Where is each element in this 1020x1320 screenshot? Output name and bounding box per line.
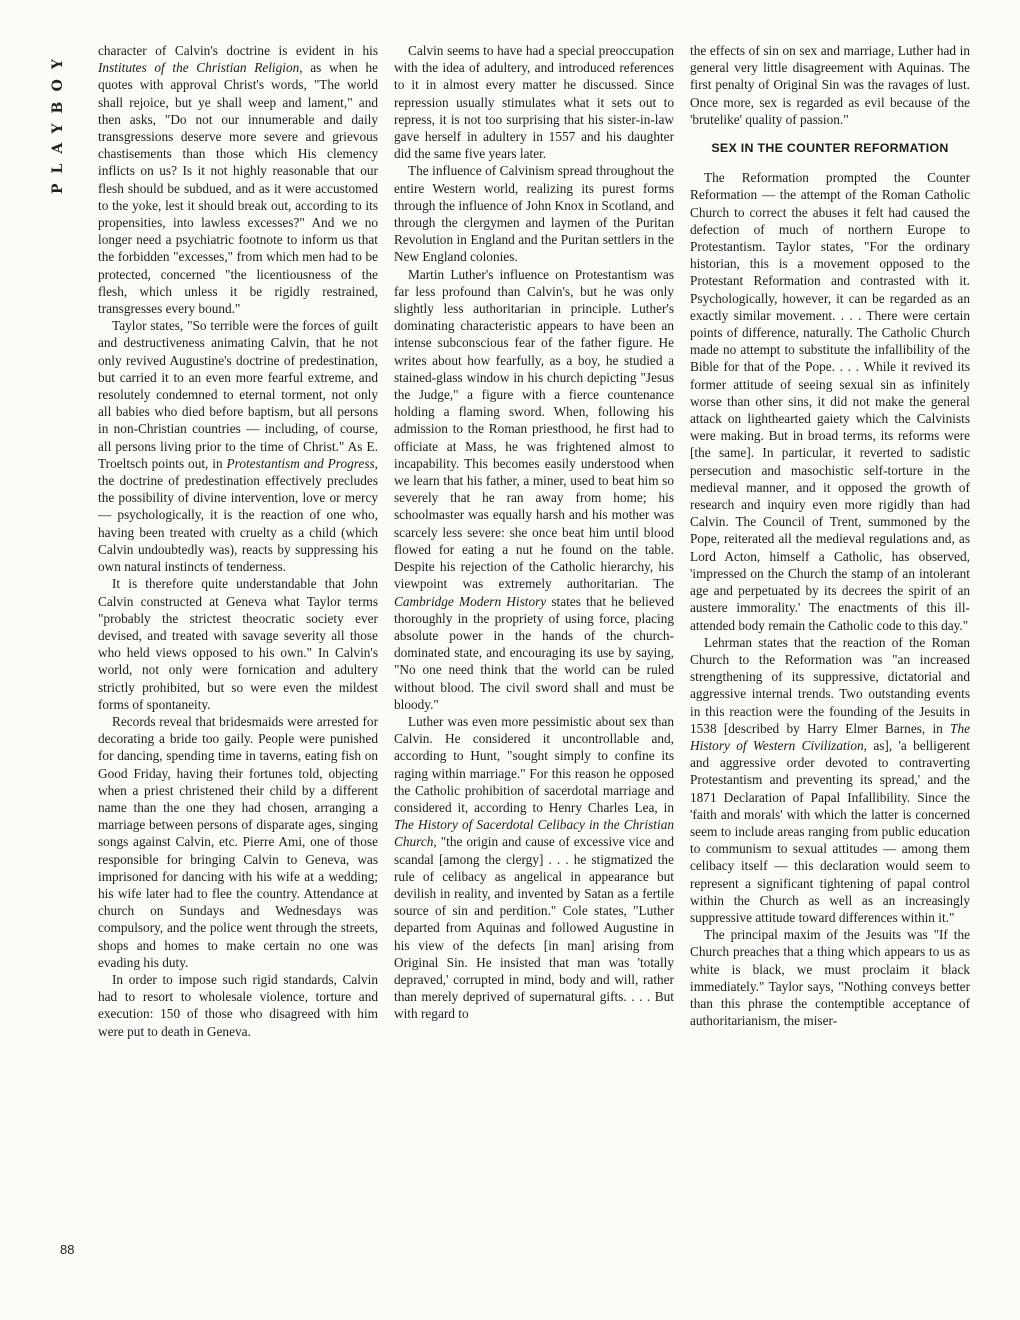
paragraph [98, 317, 378, 575]
text-run: , "the origin and cause of excessive vice and scandal [among the clergy] . . . he stigmatized the rule of celibacy as angelical in appearance but devilish in reality, and invented by Satan as a fertile source of sin and perdition." Cole states, "Luther departed from Aquinas and followed Augustine in his view of the defects [in man] arising from Original Sin. He insisted that man was 'totally depraved,' corrupted in mind, body and will, rather than merely deprived of supernatural gifts. . . . But with regard to [394, 834, 674, 1022]
text-run: The influence of Calvinism spread throughout the entire Western world, realizing its purest forms through the influence of John Knox in Scotland, and through the clergymen and laymen of the Puritan Revolution in England and the Puritan settlers in the New England colonies. [394, 163, 674, 265]
text-column-2 [394, 42, 674, 1262]
text-run: states that he believed thoroughly in the propriety of using force, placing absolute power in the hands of the church-dominated state, and encouraging its use by saying, "No one need think that the world can be ruled without blood. The civil sword shall and must be bloody." [394, 593, 674, 712]
paragraph [394, 713, 674, 1023]
text-run: Luther was even more pessimistic about sex than Calvin. He considered it uncontrollable and, according to Hunt, "sought simply to confine its raging within marriage." For this reason he opposed the Catholic prohibition of sacerdotal marriage and considered it, according to Henry Charles Lea, in [394, 713, 674, 815]
paragraph [98, 971, 378, 1040]
text-run: In order to impose such rigid standards, Calvin had to resort to wholesale violence, torture and execution: 150 of those who disagreed with him were put to death in Geneva. [98, 971, 378, 1039]
text-run: , the doctrine of predestination effectively precludes the possibility of divine intervention, love or mercy — psychologically, it is the reaction of one who, having been treated with cruelty as a child (which Calvin undoubtedly was), reacts by suppressing his own natural instincts of tenderness. [98, 455, 378, 575]
text-column-3 [690, 42, 970, 1262]
paragraph [98, 575, 378, 713]
italic-title: The History of Western Civilization [690, 720, 970, 753]
paragraph [394, 266, 674, 713]
page-number: 88 [60, 1242, 75, 1257]
text-run: , as when he quotes with approval Christ's words, "The world shall rejoice, but ye shall weep and lament," and then asks, "Do not our innumerable and daily transgressions deserve more severe and grievous chastisements than those which His clemency inflicts on us? Is it not highly reasonable that our flesh should be subdued, and as it were accustomed to the yoke, lest it should break out, according to its propensities, into lawless excesses?" And we no longer need a psychiatric footnote to inform us that the forbidden "excesses," from which men had to be protected, concerned "the licentiousness of the flesh, which unless it be rigidly restrained, transgresses every bound." [98, 60, 378, 317]
paragraph [98, 42, 378, 317]
paragraph [690, 926, 970, 1029]
italic-title: The History of Sacerdotal Celibacy in the Christian Church [394, 817, 674, 850]
text-run: Calvin seems to have had a special preoccupation with the idea of adultery, and introduced references to it in almost every matter he discussed. Since repression usually stimulates what it sets out to repress, it is not too surprising that his sister-in-law gave herself in adultery in 1557 and his daughter did the same five years later. [394, 43, 674, 162]
paragraph [690, 634, 970, 926]
text-run: The Reformation prompted the Counter Reformation — the attempt of the Roman Catholic Church to correct the abuses it felt had caused the defection of much of northern Europe to Protestantism. Taylor states, "For the ordinary historian, this is a movement opposed to the Protestant Reformation and contrasted with it. Psychologically, however, it can be regarded as an exactly similar movement. . . . There were certain points of difference, naturally. The Catholic Church made no attempt to substitute the infallibility of the Bible for that of the Pope. . . . While it revived its former attitude of seeing sexual sin as infinitely worse than other sins, it did not make the general attack on lighthearted gaiety which the Calvinists were making. But in broad terms, its reforms were [the same]. In particular, it reverted to sadistic persecution and masochistic self-torture in the medieval manner, and it opposed the growth of research and inquiry even more rigidly than had Calvin. The Council of Trent, summoned by the Pope, reiterated all the medieval regulations and, as Lord Acton, himself a Catholic, has observed, 'impressed on the Church the stamp of an intolerant age and perpetuated by its decrees the spirit of an austere immorality.' The enactments of this ill-attended body remain the Catholic code to this day." [690, 170, 970, 633]
paragraph: the effects of sin on sex and marriage, Luther had in general very little disagreement with Aquinas. The first penalty of Original Sin was the ravages of lust. Once more, sex is regarded as evil because of the 'brutelike' quality of passion." [690, 43, 970, 127]
section-heading: SEX IN THE COUNTER REFORMATION [711, 141, 949, 156]
text-run: Records reveal that bridesmaids were arrested for decorating a bride too gaily. People were punished for dancing, spending time in taverns, eating fish on Good Friday, having their fortunes told, objecting when a priest christened their child by a different name than the one they had chosen, arranging a marriage between persons of disparate ages, singing songs against Calvin, etc. Pierre Ami, one of those responsible for bringing Calvin to Geneva, was imprisoned for dancing with his wife at a wedding; his wife later had to flee the country. Attendance at church on Sundays and Wednesdays was compulsory, and the police went through the streets, shops and homes to make certain no one was evading his duty. [98, 713, 378, 970]
italic-title: Cambridge Modern History [394, 593, 547, 609]
paragraph [98, 713, 378, 971]
paragraph [394, 42, 674, 162]
text-column-1 [98, 42, 378, 1262]
italic-title: Protestantism and Progress [226, 455, 375, 471]
paragraph [394, 162, 674, 265]
text-run: It is therefore quite understandable that John Calvin constructed at Geneva what Taylor terms "probably the strictest theocratic society ever devised, and treated with savage severity all those who held views opposed to his own." In Calvin's world, not only were fornication and adultery strictly prohibited, but so were even the mildest forms of spontaneity. [98, 576, 378, 712]
paragraph [690, 169, 970, 633]
text-run: character of Calvin's doctrine is evident in his [98, 43, 378, 58]
magazine-masthead: PLAYBOY [50, 49, 66, 195]
italic-title: Institutes of the Christian Religion [98, 60, 300, 76]
text-run: The principal maxim of the Jesuits was "If the Church preaches that a thing which appears to us as white is black, we must proclaim it black immediately." Taylor says, "Nothing conveys better than this phrase the contemptible acceptance of authoritarianism, the miser- [690, 927, 970, 1029]
text-run: , as], 'a belligerent and aggressive order devoted to contraverting Protestantism and preventing its spread,' and the 1871 Declaration of Papal Infallibility. Since the 'faith and morals' with which the latter is concerned seem to include areas ranging from public education to communism to sexual attitudes — among them celibacy itself — this declaration would seem to represent a significant tightening of papal control within the Church as well as an increasingly suppressive attitude toward differences within it." [690, 737, 970, 925]
text-run: Lehrman states that the reaction of the Roman Church to the Reformation was "an increased strengthening of its suppressive, dictatorial and aggressive internal trends. Two outstanding events in this reaction were the founding of the Jesuits in 1538 [described by Harry Elmer Barnes, in [690, 634, 970, 736]
text-run: Taylor states, "So terrible were the forces of guilt and destructiveness animating Calvin, that he not only revived Augustine's doctrine of predestination, but carried it to an even more fearful extreme, and resolutely condemned to eternal torment, not only all babies who died before baptism, but all persons in non-Christian countries — including, of course, all persons living prior to the time of Christ." As E. Troeltsch points out, in [98, 318, 378, 471]
text-run: Martin Luther's influence on Protestantism was far less profound than Calvin's, but he was only slightly less authoritarian in principle. Luther's dominating characteristic appears to have been an intense subconscious fear of the father figure. He writes about how fearfully, as a boy, he studied a stained-glass window in his church depicting "Jesus the Judge," a figure with a fierce countenance holding a flaming sword. When, following his admission to the Roman priesthood, he first had to officiate at Mass, he was frightened almost to incapability. This becomes easily understood when we learn that his father, a miner, used to beat him so severely that he ran away from home; his schoolmaster was equally harsh and his mother was scarcely less severe: she once beat him until blood flowed for eating a nut he found on the table. Despite his rejection of the Catholic hierarchy, his viewpoint was extremely authoritarian. The [394, 266, 674, 592]
